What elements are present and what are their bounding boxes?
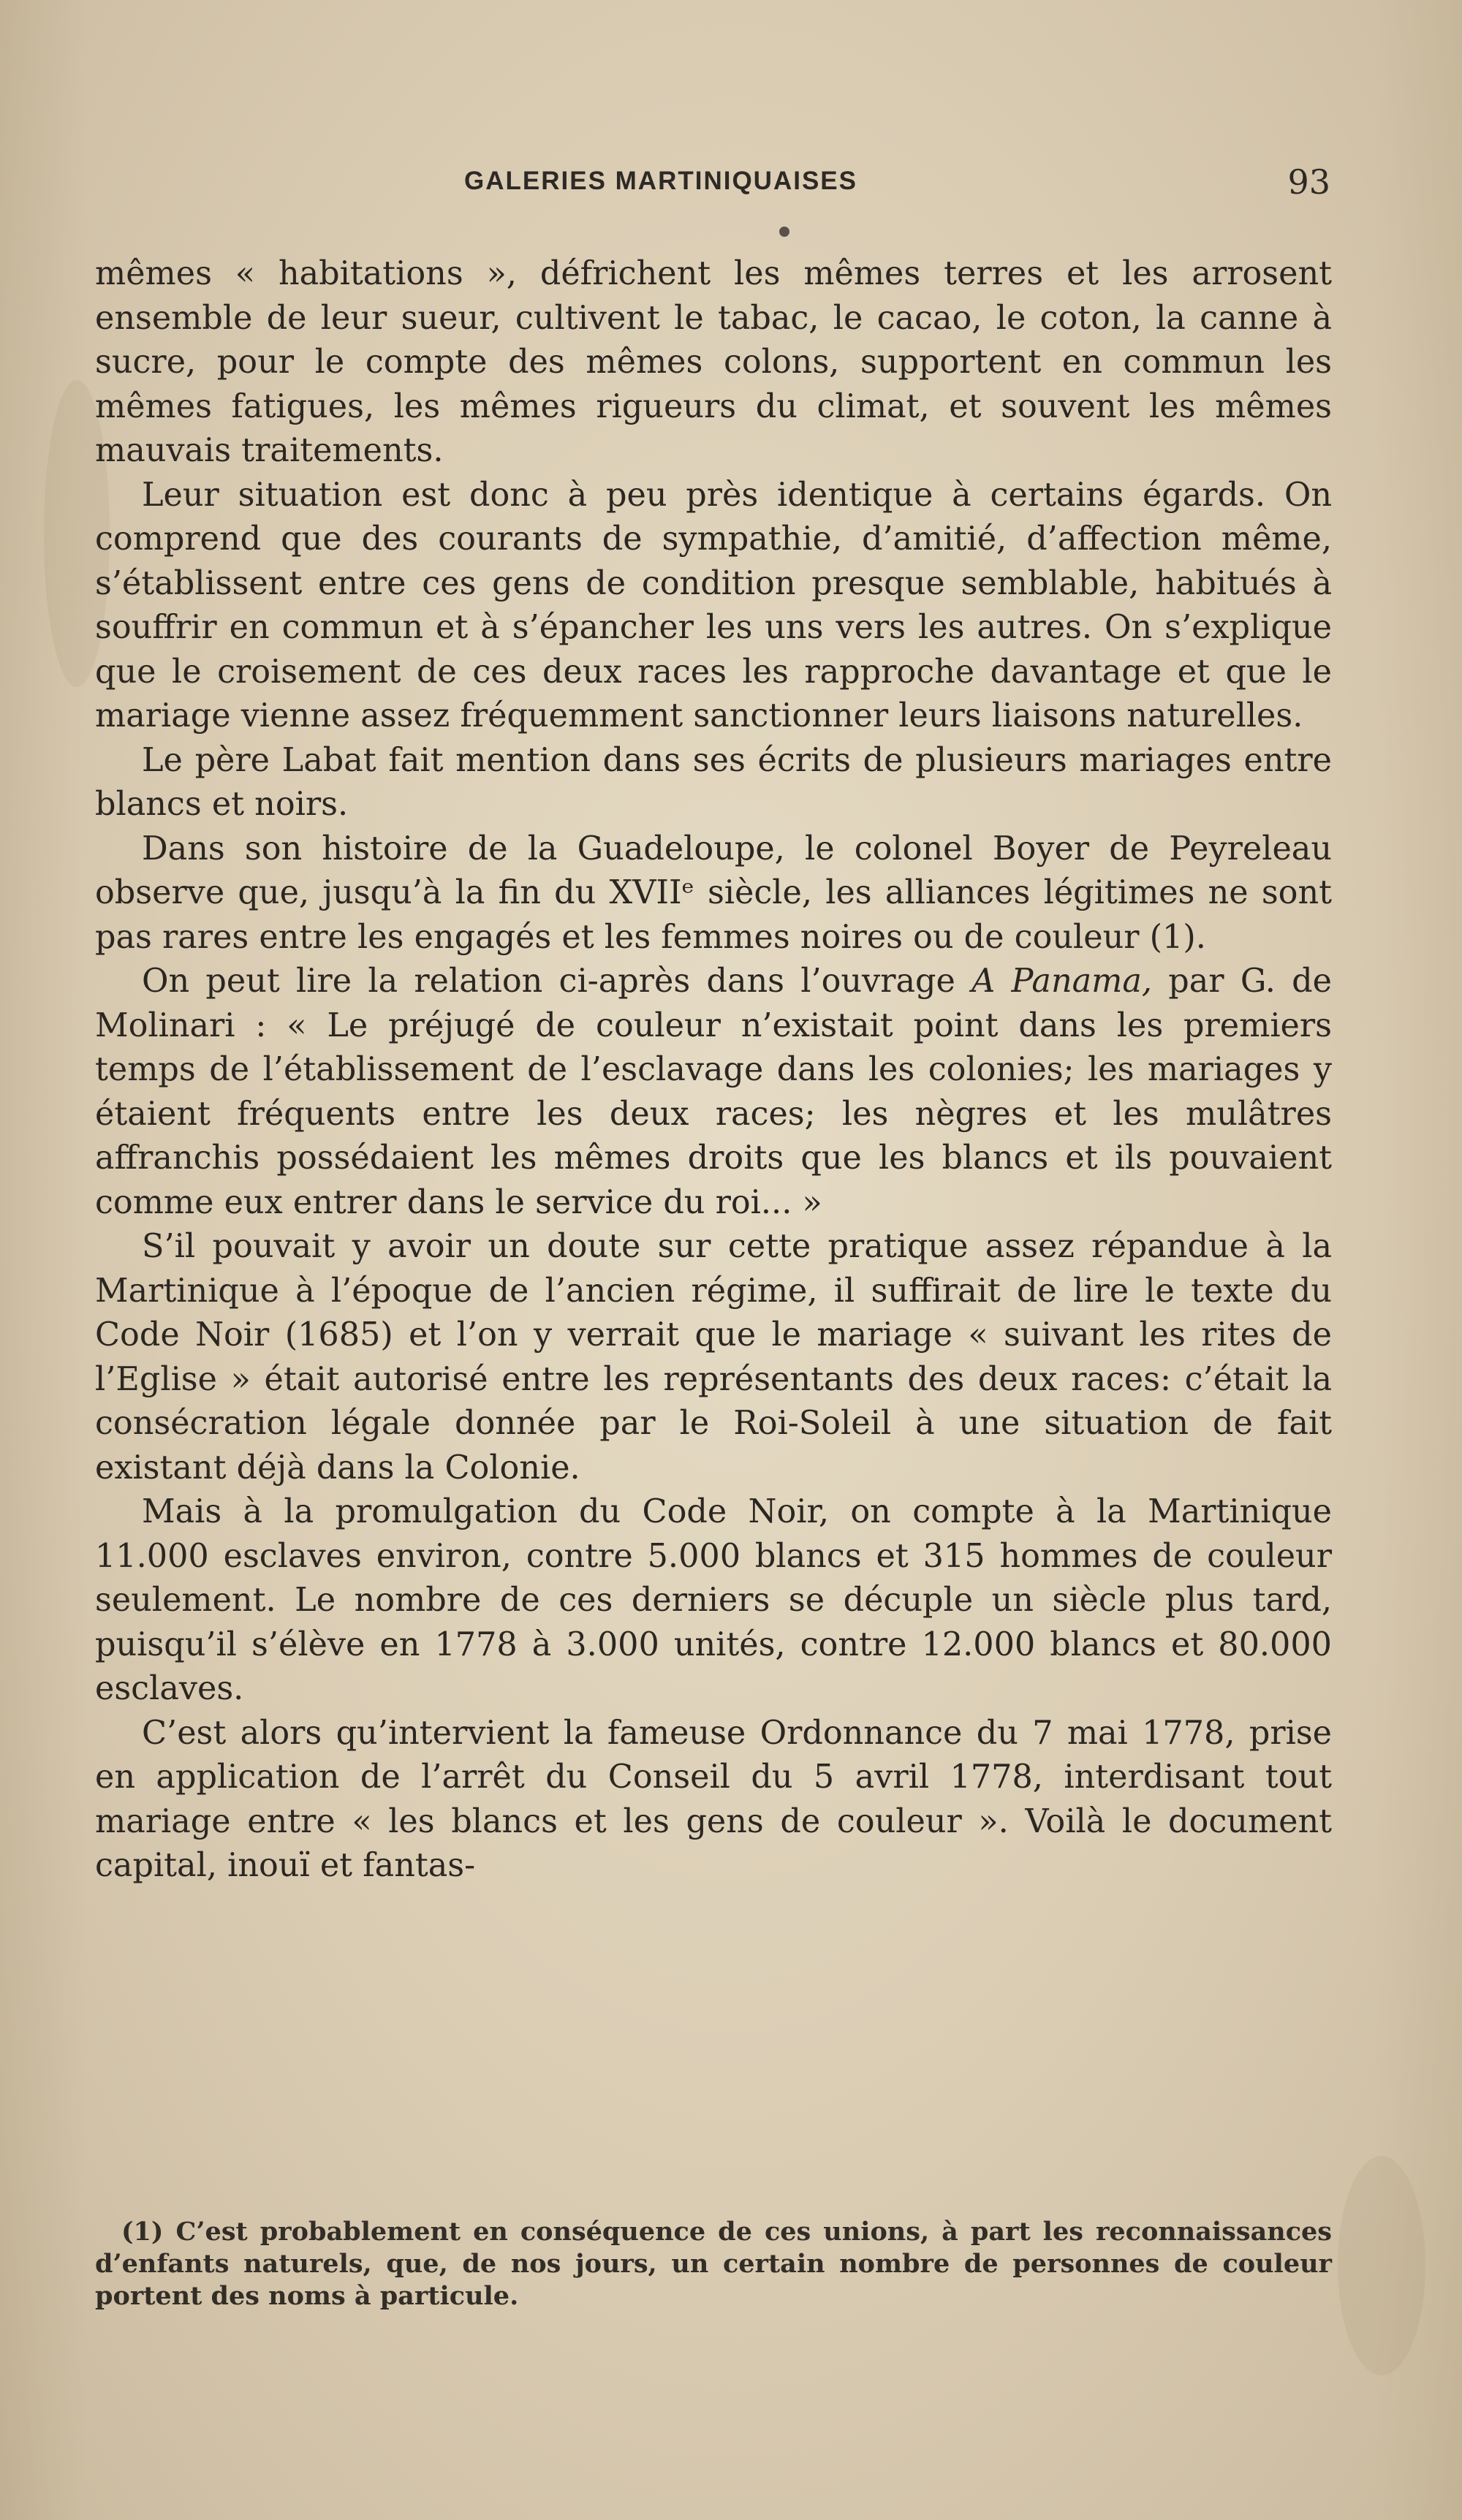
paragraph-1: mêmes « habitations », défrichent les mêmes terres et les arrosent ensemble de leur sueur, cultivent le tabac, le cacao, le coton, la canne à sucre, pour le compte des mêmes colons, supportent en commun les mêmes fatigues, les mêmes rigueurs du climat, et souvent les mêmes mauvais traitements. [95,255,1332,469]
page-header [95,162,1330,210]
footnote-text: (1) C’est probablement en conséquence de ces unions, à part les reconnaissances d’enfants naturels, que, de nos jours, un certain nombre de personnes de couleur portent des noms à particule. [95,2217,1332,2311]
page-number: 93 [1287,162,1330,202]
paragraph-5-text-after: par G. de Molinari : « Le préjugé de couleur n’existait point dans les premiers temps de l’établissement de l’esclavage dans les colonies; les mariages y étaient fréquents entre les deux races; les nègres et les mulâtres affranchis possédaient les mêmes droits que les blancs et ils pouvaient comme eux entrer dans le service du roi... » [95,963,1332,1221]
paragraph-5-text-before: On peut lire la relation ci-après dans l’ouvrage [142,963,972,1000]
book-title-italic: A Panama, [971,963,1153,1000]
header-ornament-dot [779,227,789,237]
footnote [95,2216,1332,2312]
paragraph-3: Le père Labat fait mention dans ses écrits de plusieurs mariages entre blancs et noirs. [95,741,1332,823]
paragraph-5 [95,960,1332,1225]
paragraph-4: Dans son histoire de la Guadeloupe, le colonel Boyer de Peyreleau observe que, jusqu’à la fin du XVIIᵉ siècle, les alliances légitimes ne sont pas rares entre les engagés et les femmes noires ou de couleur (1). [95,830,1332,956]
running-title: GALERIES MARTINIQUAISES [464,167,857,195]
paragraph-8: C’est alors qu’intervient la fameuse Ordonnance du 7 mai 1778, prise en application de l’arrêt du Conseil du 5 avril 1778, interdisant tout mariage entre « les blancs et les gens de couleur ». Voilà le document capital, inouï et fantas- [95,1714,1332,1884]
paragraph-7: Mais à la promulgation du Code Noir, on compte à la Martinique 11.000 esclaves environ, contre 5.000 blancs et 315 hommes de couleur seulement. Le nombre de ces derniers se décuple un siècle plus tard, puisqu’il s’élève en 1778 à 3.000 unités, contre 12.000 blancs et 80.000 esclaves. [95,1493,1332,1707]
page-stain [1338,2156,1425,2375]
paragraph-2: Leur situation est donc à peu près identique à certains égards. On comprend que des courants de sympathie, d’amitié, d’affection même, s’établissent entre ces gens de condition presque semblable, habitués à souffrir en commun et à s’épancher les uns vers les autres. On s’explique que le croisement de ces deux races les rapproche davantage et que le mariage vienne assez fréquemment sanctionner leurs liaisons naturelles. [95,476,1332,735]
body-text [95,252,1332,1889]
paragraph-6: S’il pouvait y avoir un doute sur cette pratique assez répandue à la Martinique à l’époque de l’ancien régime, il suffirait de lire le texte du Code Noir (1685) et l’on y verrait que le mariage « suivant les rites de l’Eglise » était autorisé entre les représentants des deux races: c’était la consécration légale donnée par le Roi-Soleil à une situation de fait existant déjà dans la Colonie. [95,1228,1332,1487]
